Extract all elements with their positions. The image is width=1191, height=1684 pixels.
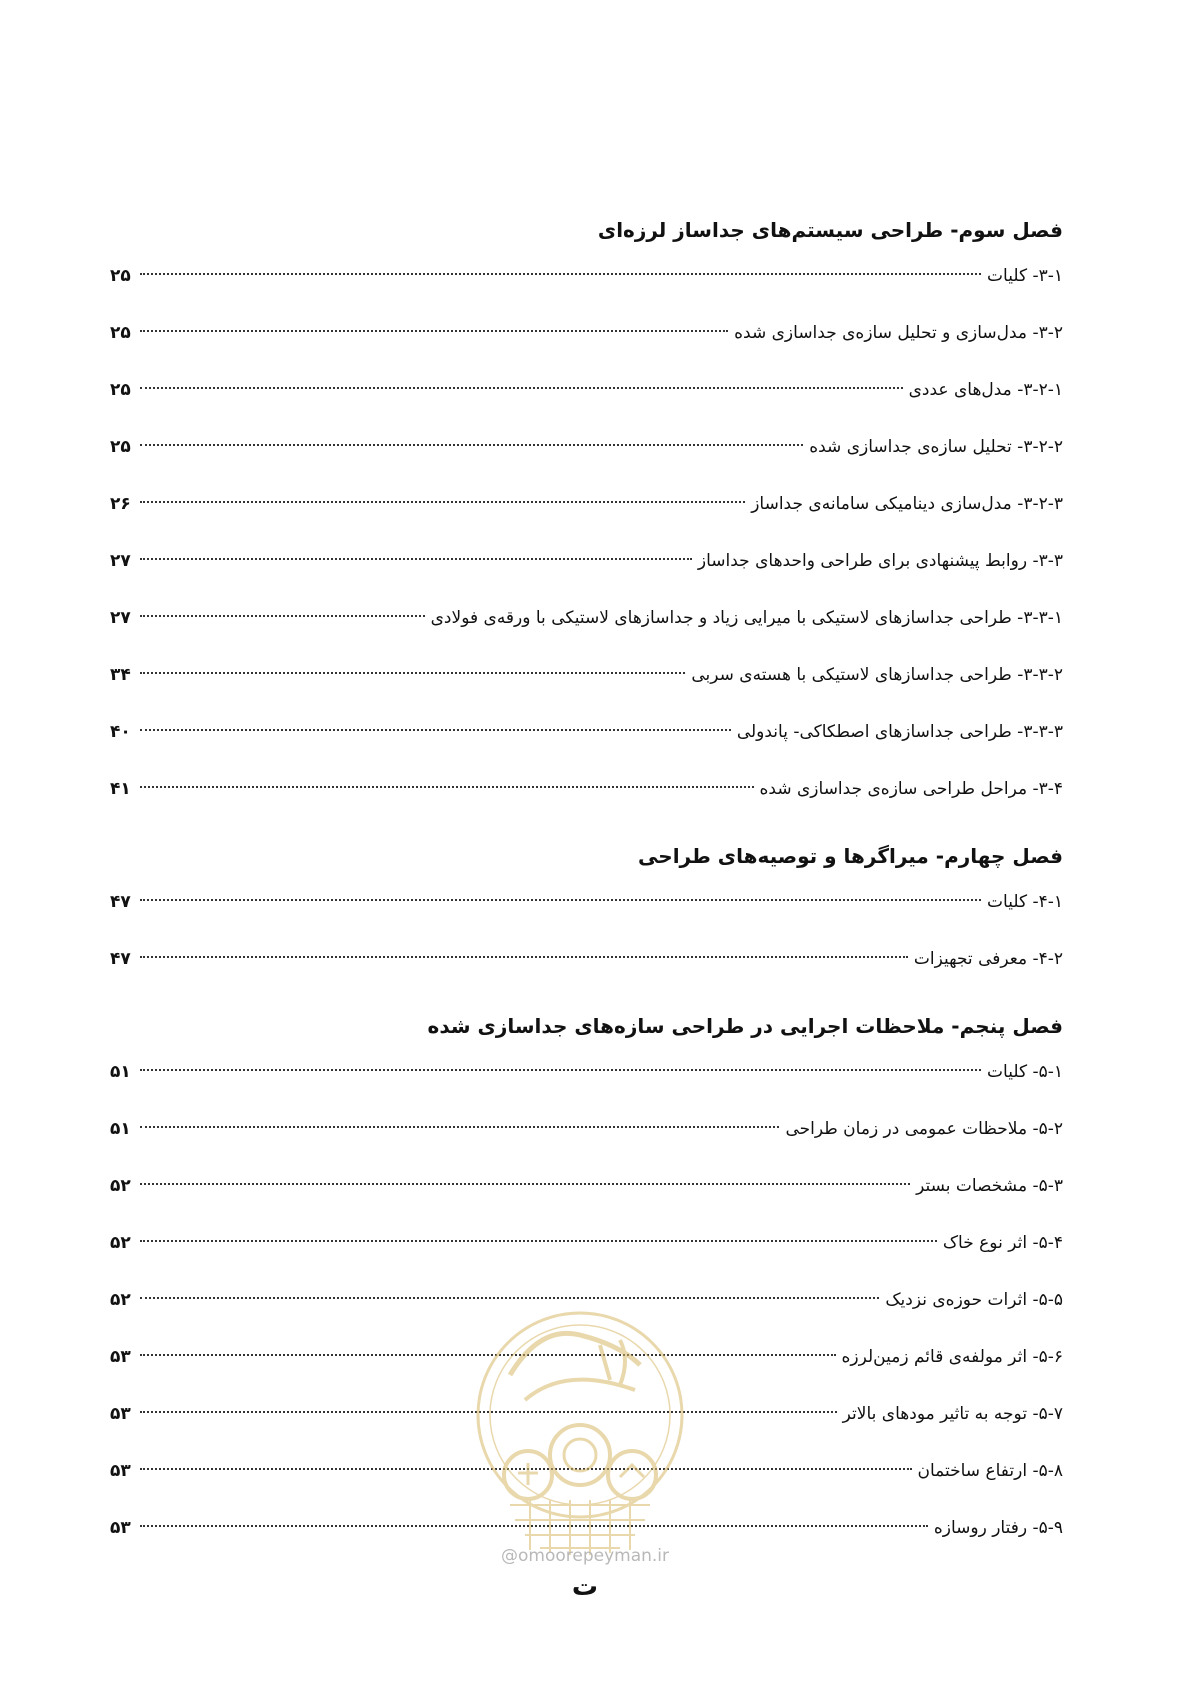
entry-page-number: ۲۷ [110,608,131,628]
entry-page-number: ۵۳ [110,1347,131,1367]
entry-page-number: ۲۷ [110,551,131,571]
entry-text: ۳-۴- مراحل طراحی سازه‌ی جداسازی شده [759,779,1063,799]
section-title: فصل چهارم- میراگرها و توصیه‌های طراحی [638,844,1063,868]
entry-page-number: ۵۳ [110,1461,131,1481]
entry-text: ۳-۳-۳- طراحی جداسازهای اصطکاکی- پاندولی [736,722,1063,742]
entry-text: ۳-۲-۲- تحلیل سازه‌ی جداسازی شده [809,437,1063,457]
entry-text: ۵-۹- رفتار روسازه [933,1518,1063,1538]
dot-leader [140,1069,981,1071]
toc-entry[interactable] [110,419,1063,476]
entry-text: ۴-۲- معرفی تجهیزات [913,949,1063,969]
toc-entry[interactable] [110,761,1063,818]
entry-page-number: ۵۳ [110,1518,131,1538]
watermark-site: @omoorepeyman.ir [500,1546,670,1566]
entry-page-number: ۵۲ [110,1176,131,1196]
entry-text: ۵-۲- ملاحظات عمومی در زمان طراحی [785,1119,1063,1139]
dot-leader [140,1183,910,1185]
toc-entry[interactable] [110,476,1063,533]
page-number: ت [571,1572,599,1602]
dot-leader [140,558,692,560]
toc-entry[interactable] [110,931,1063,988]
entry-page-number: ۵۱ [110,1062,131,1082]
toc-entry[interactable] [110,1158,1063,1215]
entry-page-number: ۲۵ [110,323,131,343]
toc-entry[interactable] [110,362,1063,419]
section-gap [110,818,1063,838]
dot-leader [140,1240,937,1242]
entry-page-number: ۲۶ [110,494,131,514]
entry-page-number: ۵۱ [110,1119,131,1139]
entry-text: ۵-۵- اثرات حوزه‌ی نزدیک [885,1290,1063,1310]
dot-leader [140,615,425,617]
entry-text: ۳-۳- روابط پیشنهادی برای طراحی واحدهای جداساز [697,551,1063,571]
entry-text: ۵-۴- اثر نوع خاک [942,1233,1063,1253]
entry-text: ۴-۱- کلیات [987,892,1063,912]
toc-entry[interactable] [110,1215,1063,1272]
dot-leader [140,786,754,788]
dot-leader [140,1297,879,1299]
dot-leader [140,387,903,389]
entry-text: ۳-۲- مدل‌سازی و تحلیل سازه‌ی جداسازی شده [734,323,1063,343]
entry-text: ۵-۶- اثر مولفه‌ی قائم زمین‌لرزه [841,1347,1063,1367]
entry-page-number: ۴۱ [110,779,131,799]
toc-entry[interactable] [110,874,1063,931]
entry-page-number: ۲۵ [110,437,131,457]
section-gap [110,988,1063,1008]
dot-leader [140,899,981,901]
toc-entry[interactable] [110,533,1063,590]
dot-leader [140,330,728,332]
entry-text: ۳-۱- کلیات [987,266,1063,286]
toc-entry[interactable] [110,1044,1063,1101]
entry-text: ۳-۲-۱- مدل‌های عددی [908,380,1063,400]
entry-page-number: ۳۴ [110,665,131,685]
entry-text: ۵-۸- ارتفاع ساختمان [917,1461,1063,1481]
toc-entry[interactable] [110,704,1063,761]
entry-text: ۳-۲-۳- مدل‌سازی دینامیکی سامانه‌ی جداساز [751,494,1063,514]
dot-leader [140,273,981,275]
entry-text: ۳-۳-۱- طراحی جداسازهای لاستیکی با میرایی زیاد و جداسازهای لاستیکی با ورقه‌ی فولادی [430,608,1063,628]
entry-text: ۵-۳- مشخصات بستر [916,1176,1063,1196]
entry-page-number: ۴۰ [110,722,131,742]
toc-entry[interactable] [110,647,1063,704]
dot-leader [140,501,745,503]
entry-page-number: ۵۳ [110,1404,131,1424]
toc-entry[interactable] [110,248,1063,305]
dot-leader [140,672,685,674]
dot-leader [140,444,803,446]
entry-page-number: ۴۷ [110,949,131,969]
entry-page-number: ۴۷ [110,892,131,912]
dot-leader [140,729,731,731]
entry-page-number: ۵۲ [110,1290,131,1310]
entry-page-number: ۲۵ [110,266,131,286]
dot-leader [140,1126,779,1128]
entry-text: ۵-۷- توجه به تاثیر مودهای بالاتر [842,1404,1063,1424]
watermark-logo-icon [470,1305,690,1565]
entry-text: ۳-۳-۲- طراحی جداسازهای لاستیکی با هسته‌ی سربی [691,665,1063,685]
entry-page-number: ۲۵ [110,380,131,400]
section-title: فصل سوم- طراحی سیستم‌های جداساز لرزه‌ای [597,218,1063,242]
dot-leader [140,956,908,958]
toc-entry[interactable] [110,1101,1063,1158]
entry-page-number: ۵۲ [110,1233,131,1253]
toc-entry[interactable] [110,305,1063,362]
entry-text: ۵-۱- کلیات [987,1062,1063,1082]
section-title: فصل پنجم- ملاحظات اجرایی در طراحی سازه‌های جداسازی شده [427,1014,1063,1038]
toc-entry[interactable] [110,590,1063,647]
